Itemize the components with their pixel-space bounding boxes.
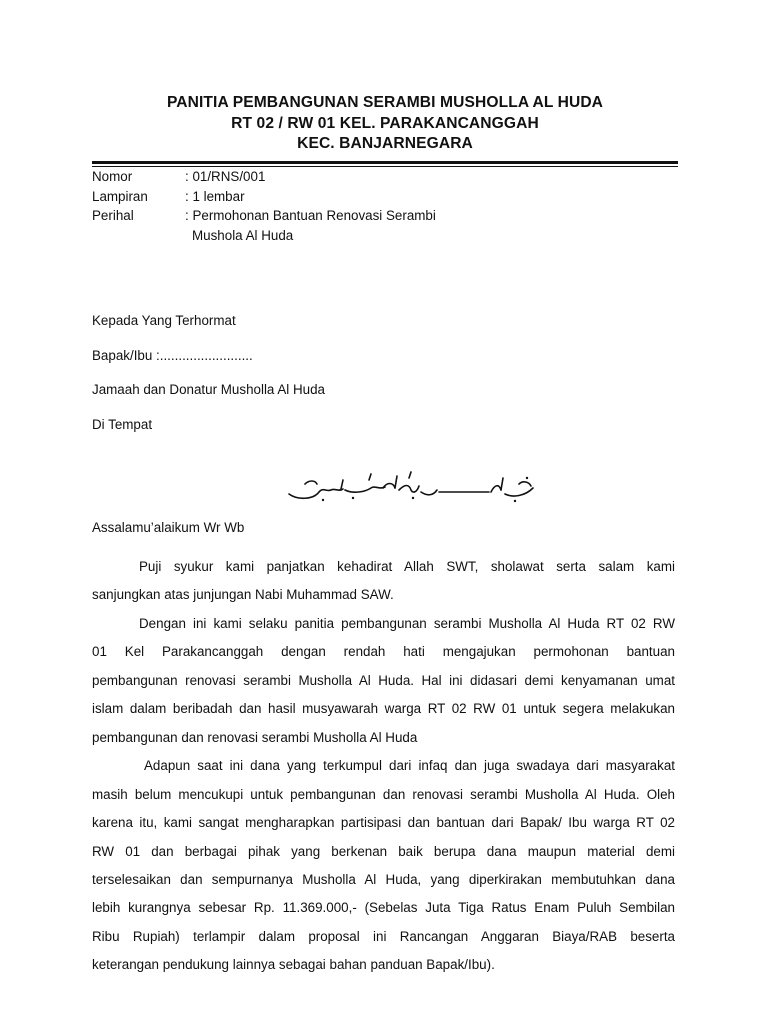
paragraph-1 — [92, 553, 675, 610]
p3-line-6: lebih kurangnya sebesar Rp. 11.369.000,- (Sebelas Juta Tiga Ratus Enam Puluh Sembilan — [92, 900, 675, 916]
p3-line-7: Ribu Rupiah) terlampir dalam proposal ini Rancangan Anggaran Biaya/RAB beserta — [92, 928, 675, 944]
nomor-label: Nomor — [92, 169, 133, 184]
p2-line-5: pembangunan dan renovasi serambi Musholla Al Huda — [92, 729, 418, 745]
recipient-line-2: Bapak/Ibu :......................... — [92, 348, 253, 363]
p3-line-1: Adapun saat ini dana yang terkumpul dari infaq dan juga swadaya dari masyarakat — [144, 758, 675, 774]
lampiran-value: : 1 lembar — [185, 188, 245, 204]
p1-line-2: sanjungkan atas junjungan Nabi Muhammad SAW. — [92, 587, 394, 603]
meta-row-lampiran — [92, 187, 565, 207]
p3-line-5: terselesaikan dan sempurnanya Musholla Al Huda, yang diperkirakan membutuhkan dana — [92, 871, 675, 887]
letterhead-divider-thick — [92, 161, 678, 164]
p2-line-2: 01 Kel Parakancanggah dengan rendah hati mengajukan permohonan bantuan — [92, 644, 675, 660]
p1-line-1: Puji syukur kami panjatkan kehadirat Allah SWT, sholawat serta salam kami — [139, 559, 675, 574]
paragraph-3 — [92, 752, 675, 980]
recipient-line-4: Di Tempat — [92, 417, 153, 432]
p2-line-3: pembangunan renovasi serambi Musholla Al Huda. Hal ini didasari demi kenyamanan umat — [92, 672, 675, 688]
letterhead-line-1: PANITIA PEMBANGUNAN SERAMBI MUSHOLLA AL HUDA — [166, 94, 604, 111]
letterhead-line-3: KEC. BANJARNEGARA — [297, 135, 473, 152]
letterhead-line-2: RT 02 / RW 01 KEL. PARAKANCANGGAH — [231, 114, 539, 132]
p3-line-2: masih belum mencukupi untuk pembangunan dan renovasi serambi Musholla Al Huda. Oleh — [92, 786, 675, 802]
basmalah-calligraphy-icon — [283, 470, 541, 506]
recipient-line-3: Jamaah dan Donatur Musholla Al Huda — [92, 382, 325, 397]
p2-line-4: islam dalam beribadah dan hasil musyawarah warga RT 02 RW 01 untuk segera melakukan — [92, 701, 675, 717]
perihal-value: : Permohonan Bantuan Renovasi Serambi — [185, 208, 436, 223]
p3-line-4: RW 01 dan berbagai pihak yang berkenan baik berupa dana maupun material demi — [92, 843, 675, 859]
perihal-label: Perihal — [92, 208, 134, 223]
salutation: Assalamu’alaikum Wr Wb — [92, 520, 245, 535]
lampiran-label: Lampiran — [92, 188, 148, 204]
recipient-line-1: Kepada Yang Terhormat — [92, 313, 236, 328]
nomor-value: : 01/RNS/001 — [185, 169, 266, 184]
letter-meta — [92, 167, 565, 245]
letterhead — [92, 93, 678, 155]
p3-line-8: keterangan pendukung lainnya sebagai bahan panduan Bapak/Ibu). — [92, 957, 495, 973]
paragraph-2 — [92, 610, 675, 752]
perihal-continuation: Mushola Al Huda — [192, 227, 294, 243]
meta-row-perihal — [92, 206, 565, 226]
meta-row-nomor — [92, 167, 565, 187]
letter-body — [92, 553, 675, 980]
p3-line-3: karena itu, kami sangat mengharapkan partisipasi dan bantuan dari Bapak/ Ibu warga RT 02 — [92, 815, 675, 831]
p2-line-1: Dengan ini kami selaku panitia pembangunan serambi Musholla Al Huda RT 02 RW — [139, 615, 675, 631]
